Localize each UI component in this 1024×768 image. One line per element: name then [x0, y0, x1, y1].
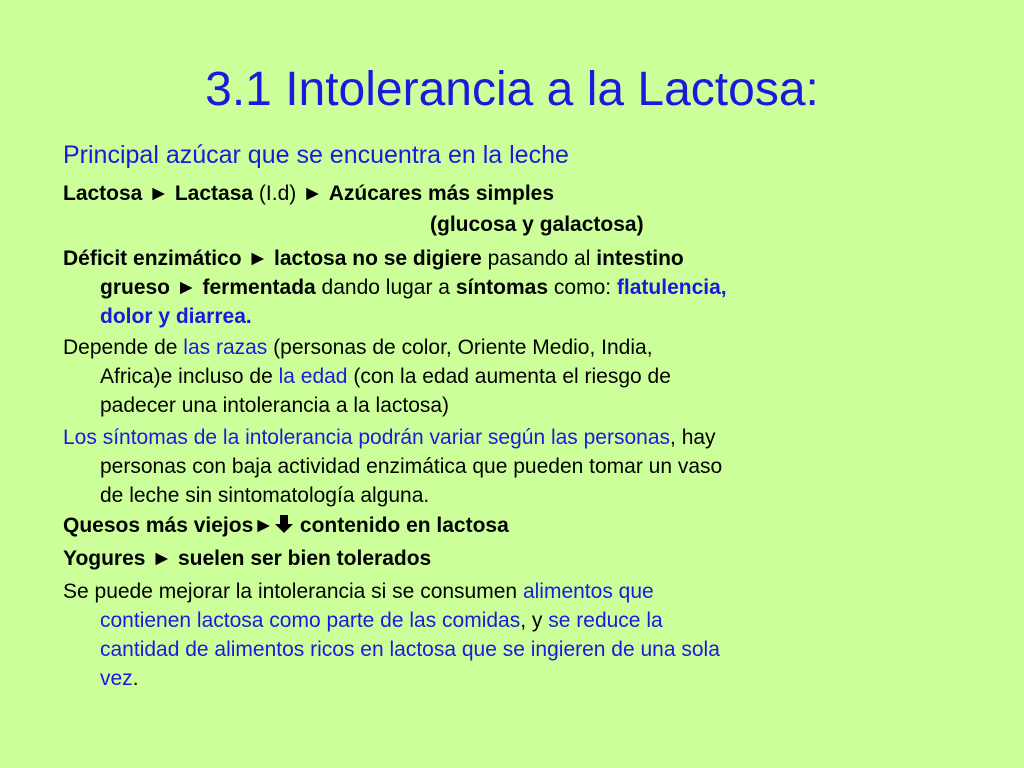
term-azucares: Azúcares más simples: [328, 182, 555, 205]
page-title: 3.1 Intolerancia a la Lactosa:: [205, 63, 819, 116]
term-deficit: Déficit enzimático: [63, 247, 242, 270]
paragraph-deficit: [63, 244, 963, 331]
paragraph-sintomas: [63, 423, 963, 510]
paragraph-line: [63, 664, 963, 693]
term-quesos: Quesos más viejos: [63, 514, 254, 537]
subtitle: Principal azúcar que se encuentra en la leche: [63, 141, 569, 169]
term-lactasa: Lactasa: [174, 182, 254, 205]
paragraph-line: [63, 391, 963, 420]
arrow-icon: ►: [302, 182, 323, 205]
paragraph-line: [63, 452, 963, 481]
arrow-down-icon: [274, 514, 294, 534]
term-no-digiere: lactosa no se digiere: [274, 247, 482, 270]
paragraph-line: [63, 481, 963, 510]
text-glucosa-galactosa: (glucosa y galactosa): [430, 213, 644, 236]
paragraph-line: [63, 333, 963, 362]
term-tolerados: suelen ser bien tolerados: [177, 547, 432, 570]
term-sintomas: síntomas: [455, 276, 549, 299]
text-y: , y: [520, 609, 543, 632]
text-depende: Depende de: [63, 336, 178, 359]
arrow-icon: ►: [247, 247, 269, 270]
text-vez: vez: [100, 667, 133, 690]
term-dolor-diarrea: dolor y diarrea.: [100, 305, 252, 328]
text-pasando: pasando al: [487, 247, 591, 270]
paragraph-line: [63, 635, 963, 664]
text-hay: , hay: [670, 426, 716, 449]
paragraph-depende: [63, 333, 963, 420]
text-contienen: contienen lactosa como parte de las comidas: [100, 609, 521, 632]
paragraph-line: [63, 362, 963, 391]
text-alimentos-que: alimentos que: [522, 580, 654, 603]
term-yogures: Yogures: [63, 547, 146, 570]
text-baja-actividad: personas con baja actividad enzimática que pueden tomar un vaso: [100, 455, 723, 478]
text-sintomas-variar: Los síntomas de la intolerancia podrán variar según las personas: [63, 426, 671, 449]
paragraph-lactose-products: [430, 210, 1024, 239]
term-contenido: contenido en lactosa: [299, 514, 509, 537]
text-reduce: se reduce la: [548, 609, 663, 632]
arrow-icon: ►: [253, 514, 275, 537]
paragraph-line: [63, 244, 963, 273]
text-personas: (personas de color, Oriente Medio, India,: [273, 336, 653, 359]
text-dando: dando lugar a: [321, 276, 450, 299]
text-cantidad: cantidad de alimentos ricos en lactosa que se ingieren de una sola: [100, 638, 720, 661]
paragraph-lactose-breakdown: [63, 179, 963, 208]
text-sin-sintomatologia: de leche sin sintomatología alguna.: [100, 484, 430, 507]
arrow-icon: ►: [175, 276, 197, 299]
arrow-icon: ►: [148, 182, 170, 205]
text-como: como:: [553, 276, 612, 299]
arrow-icon: ►: [151, 547, 173, 570]
paragraph-line: [63, 606, 963, 635]
text-mejorar: Se puede mejorar la intolerancia si se consumen: [63, 580, 518, 603]
link-edad: la edad: [278, 365, 348, 388]
term-grueso: grueso: [100, 276, 171, 299]
text-con-edad: (con la edad aumenta el riesgo de: [353, 365, 671, 388]
text-dot: .: [132, 667, 139, 690]
text-padecer: padecer una intolerancia a la lactosa): [100, 394, 450, 417]
link-razas: las razas: [183, 336, 268, 359]
paragraph-quesos: [63, 511, 963, 540]
term-fermentada: fermentada: [202, 276, 316, 299]
paragraph-line: [63, 273, 963, 302]
term-flatulencia: flatulencia,: [616, 276, 727, 299]
term-lactosa: Lactosa: [63, 182, 143, 205]
paragraph-line: [63, 577, 963, 606]
paragraph-line: [63, 302, 963, 331]
paragraph-line: [63, 423, 963, 452]
term-intestino: intestino: [596, 247, 684, 270]
text-africa: Africa)e incluso de: [100, 365, 273, 388]
paragraph-mejorar: [63, 577, 963, 693]
paragraph-yogures: [63, 544, 963, 573]
text-id: (I.d): [258, 182, 297, 205]
